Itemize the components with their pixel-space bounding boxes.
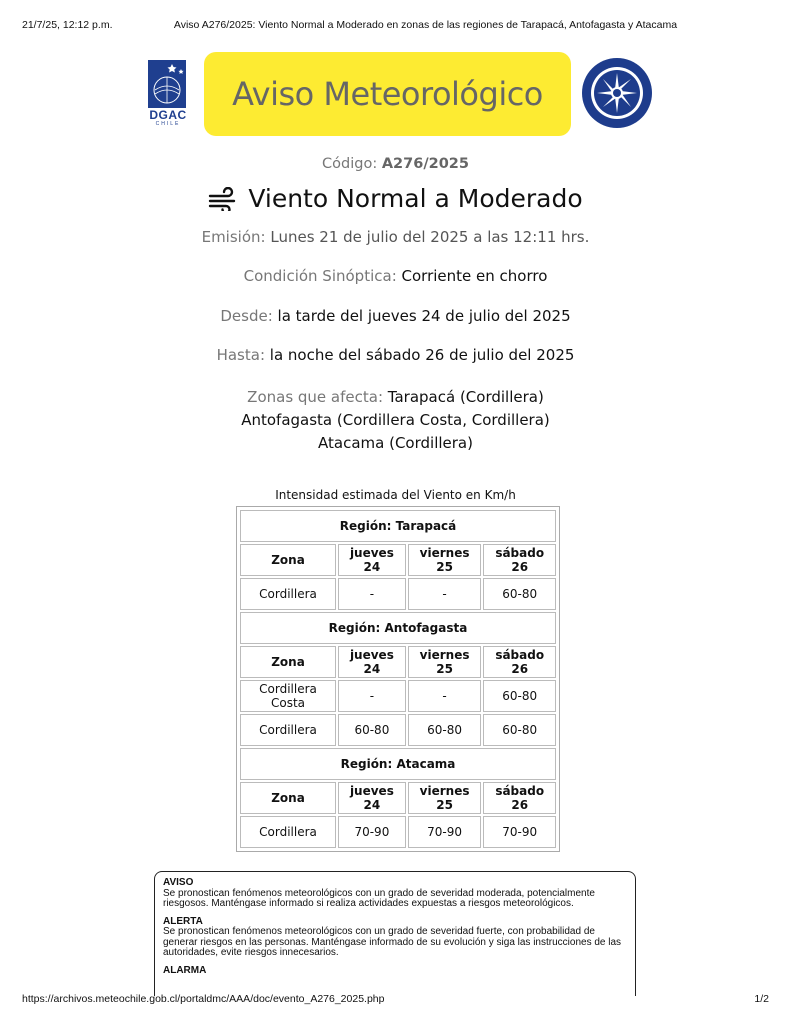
emision-line [0, 228, 791, 246]
column-header: jueves 24 [338, 782, 406, 814]
dgac-logo-text: DGAC [149, 108, 187, 122]
aviso-title: AVISO [163, 877, 194, 888]
column-header: sábado 26 [483, 646, 556, 678]
column-header: viernes 25 [408, 782, 482, 814]
zona-cell: Cordillera [240, 714, 336, 746]
value-cell: - [408, 578, 482, 610]
desde-label: Desde: [220, 307, 273, 325]
headline [0, 184, 791, 213]
emision-label: Emisión: [201, 228, 266, 246]
zona-line: Atacama (Cordillera) [318, 434, 473, 452]
zona-cell: Cordillera [240, 816, 336, 848]
desde-line [0, 307, 791, 325]
value-cell: 70-90 [408, 816, 482, 848]
column-header: Zona [240, 782, 336, 814]
table-caption: Intensidad estimada del Viento en Km/h [275, 488, 516, 502]
column-header: Zona [240, 544, 336, 576]
value-cell: 60-80 [483, 680, 556, 712]
emision-value: Lunes 21 de julio del 2025 a las 12:11 hrs. [270, 228, 590, 246]
codigo-line [0, 156, 791, 172]
zona-cell: Cordillera Costa [240, 680, 336, 712]
alerta-title: ALERTA [163, 915, 203, 927]
severity-legend [154, 871, 636, 996]
zona-line: Tarapacá (Cordillera) [387, 388, 544, 406]
codigo-label: Código: [322, 156, 378, 172]
condicion-line [0, 267, 791, 285]
dgac-logo-subtext: CHILE [155, 121, 181, 127]
column-header: viernes 25 [408, 544, 482, 576]
dgac-emblem-icon [148, 60, 186, 108]
desde-value: la tarde del jueves 24 de julio del 2025 [277, 307, 571, 325]
column-header: jueves 24 [338, 544, 406, 576]
banner-title: Aviso Meteorológico [232, 75, 543, 113]
wind-intensity-table [236, 506, 560, 852]
hasta-line [0, 346, 791, 364]
column-header: Zona [240, 646, 336, 678]
value-cell: 70-90 [483, 816, 556, 848]
hasta-label: Hasta: [216, 346, 265, 364]
zona-line: Antofagasta (Cordillera Costa, Cordillera) [241, 411, 550, 429]
dgac-logo [148, 60, 190, 126]
value-cell: 60-80 [408, 714, 482, 746]
condicion-label: Condición Sinóptica: [243, 267, 397, 285]
aviso-text: Se pronostican fenómenos meteorológicos con un grado de severidad moderada, potencialmente riesgosos. Manténgase informado si realiza actividades expuestas a riesgos meteorológicos. [163, 887, 595, 909]
column-header: sábado 26 [483, 782, 556, 814]
codigo-value: A276/2025 [381, 156, 469, 172]
alerta-text: Se pronostican fenómenos meteorológicos con un grado de severidad fuerte, con probabilidad de generar riesgos en las personas. Manténgase informado de su evolución y siga las instrucciones de las autoridades, evite riesgos innecesarios. [163, 926, 622, 958]
wind-icon [208, 187, 240, 211]
page-number: 1/2 [754, 993, 769, 1005]
zonas-label: Zonas que afecta: [247, 388, 384, 406]
meteochile-logo [581, 57, 653, 129]
headline-text: Viento Normal a Moderado [248, 184, 583, 213]
print-footer [22, 993, 769, 1007]
print-url: https://archivos.meteochile.gob.cl/portaldmc/AAA/doc/evento_A276_2025.php [22, 993, 385, 1005]
table-row [240, 816, 556, 848]
hasta-value: la noche del sábado 26 de julio del 2025 [269, 346, 575, 364]
print-header [22, 19, 769, 33]
value-cell: - [408, 680, 482, 712]
table-row [240, 578, 556, 610]
value-cell: - [338, 680, 406, 712]
column-header: jueves 24 [338, 646, 406, 678]
value-cell: 60-80 [338, 714, 406, 746]
meteochile-emblem-icon [581, 57, 653, 129]
region-header: Región: Tarapacá [240, 510, 556, 542]
print-title: Aviso A276/2025: Viento Normal a Moderado en zonas de las regiones de Tarapacá, Antofagasta y Atacama [173, 19, 678, 31]
alarma-title: ALARMA [163, 964, 207, 976]
value-cell: 60-80 [483, 714, 556, 746]
column-header: sábado 26 [483, 544, 556, 576]
table-row [240, 680, 556, 712]
table-row [240, 714, 556, 746]
value-cell: 70-90 [338, 816, 406, 848]
zona-cell: Cordillera [240, 578, 336, 610]
title-banner [204, 52, 571, 136]
value-cell: - [338, 578, 406, 610]
region-header: Región: Atacama [240, 748, 556, 780]
region-header: Región: Antofagasta [240, 612, 556, 644]
zonas-block [0, 386, 791, 455]
condicion-value: Corriente en chorro [401, 267, 548, 285]
value-cell: 60-80 [483, 578, 556, 610]
print-date: 21/7/25, 12:12 p.m. [22, 19, 113, 31]
column-header: viernes 25 [408, 646, 482, 678]
